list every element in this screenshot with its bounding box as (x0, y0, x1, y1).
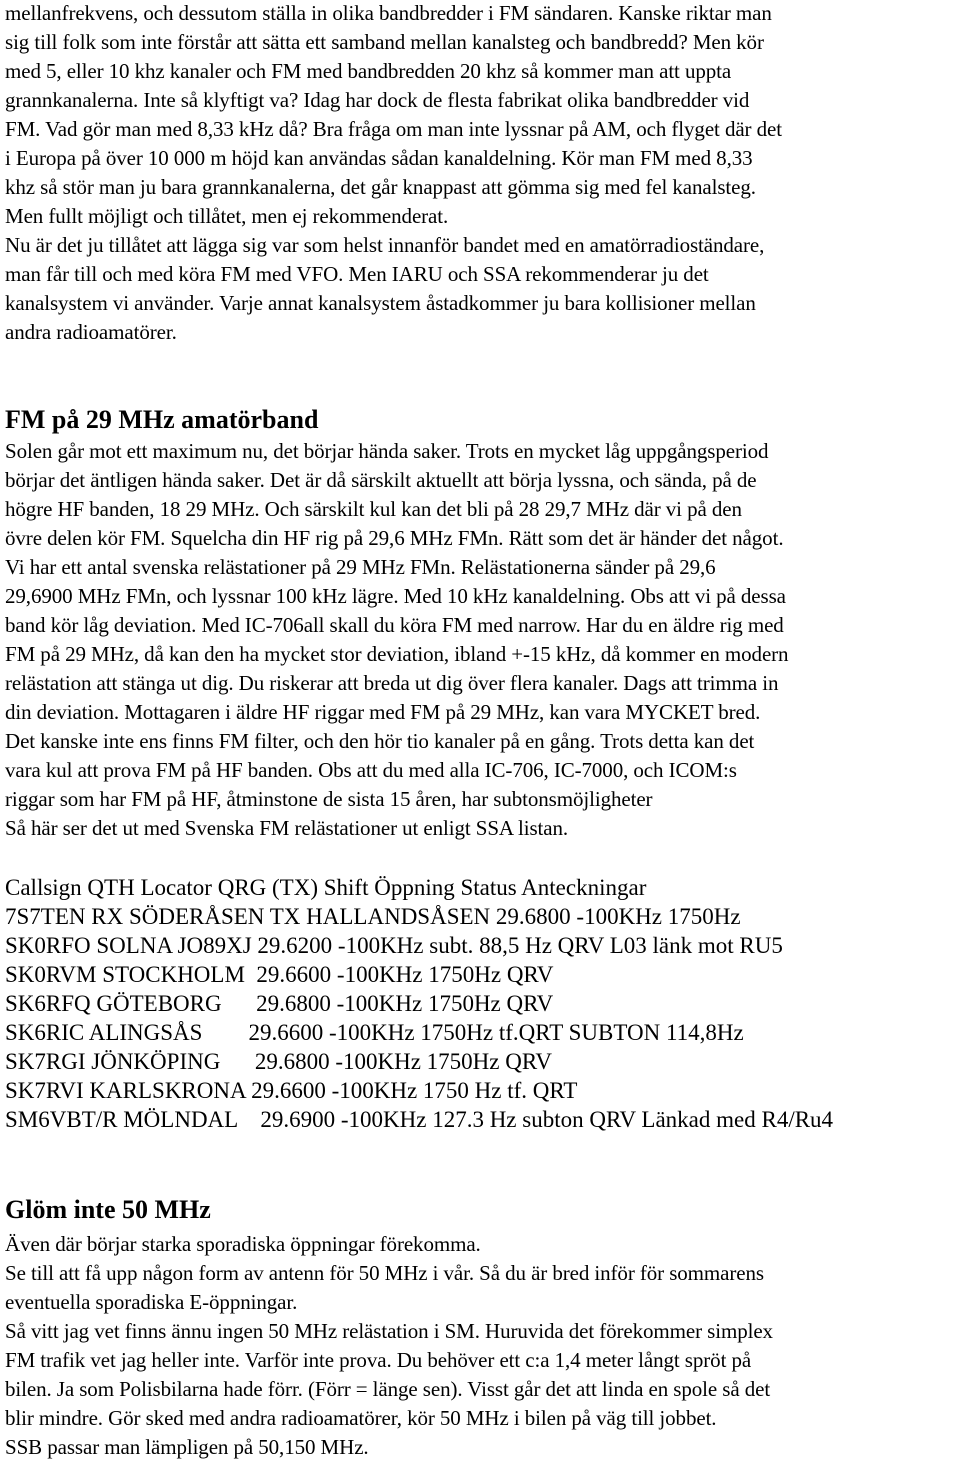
paragraph-line: bilen. Ja som Polisbilarna hade förr. (Förr = länge sen). Visst går det att linda en spole så det (5, 1377, 771, 1401)
paragraph-line: band kör låg deviation. Med IC-706all skall du köra FM med narrow. Har du en äldre rig med (5, 613, 784, 637)
paragraph-line: högre HF banden, 18 29 MHz. Och särskilt kul kan det bli på 28 29,7 MHz där vi på den (5, 497, 742, 521)
paragraph-line: börjar det äntligen hända saker. Det är då särskilt aktuellt att börja lyssna, och sända, på de (5, 468, 757, 492)
paragraph-line: vara kul att prova FM på HF banden. Obs att du med alla IC-706, IC-7000, och ICOM:s (5, 758, 737, 782)
paragraph-line: sig till folk som inte förstår att sätta ett samband mellan kanalsteg och bandbredd? Men kör (5, 30, 764, 54)
paragraph-line: i Europa på över 10 000 m höjd kan användas sådan kanaldelning. Kör man FM med 8,33 (5, 146, 753, 170)
paragraph-line: relästation att stänga ut dig. Du riskerar att breda ut dig över flera kanaler. Dags att trimma in (5, 671, 779, 695)
section-heading-50mhz: Glöm inte 50 MHz (5, 1195, 211, 1224)
repeater-row: SK6RFQ GÖTEBORG 29.6800 -100KHz 1750Hz QRV (5, 991, 554, 1016)
paragraph-line: Även där börjar starka sporadiska öppningar förekomma. (5, 1232, 481, 1256)
paragraph-line: khz så stör man ju bara grannkanalerna, det går knappast att gömma sig med fel kanalsteg. (5, 175, 756, 199)
repeater-row: 7S7TEN RX SÖDERÅSEN TX HALLANDSÅSEN 29.6800 -100KHz 1750Hz (5, 904, 741, 929)
repeater-table-header: Callsign QTH Locator QRG (TX) Shift Öppning Status Anteckningar (5, 875, 647, 900)
paragraph-line: 29,6900 MHz FMn, och lyssnar 100 kHz lägre. Med 10 kHz kanaldelning. Obs att vi på dessa (5, 584, 786, 608)
paragraph-line: andra radioamatörer. (5, 320, 177, 344)
repeater-row: SM6VBT/R MÖLNDAL 29.6900 -100KHz 127.3 Hz subton QRV Länkad med R4/Ru4 (5, 1107, 834, 1132)
paragraph-line: mellanfrekvens, och dessutom ställa in olika bandbredder i FM sändaren. Kanske riktar man (5, 1, 772, 25)
paragraph-line: kanalsystem vi använder. Varje annat kanalsystem åstadkommer ju bara kollisioner mellan (5, 291, 756, 315)
paragraph-line: Det kanske inte ens finns FM filter, och den hör tio kanaler på en gång. Trots detta kan det (5, 729, 755, 753)
paragraph-line: eventuella sporadiska E-öppningar. (5, 1290, 298, 1314)
paragraph-line: FM. Vad gör man med 8,33 kHz då? Bra fråga om man inte lyssnar på AM, och flyget där det (5, 117, 782, 141)
section-heading-fm-29mhz: FM på 29 MHz amatörband (5, 405, 319, 434)
paragraph-line: SSB passar man lämpligen på 50,150 MHz. (5, 1435, 369, 1459)
repeater-row: SK0RVM STOCKHOLM 29.6600 -100KHz 1750Hz QRV (5, 962, 554, 987)
paragraph-line: Vi har ett antal svenska relästationer på 29 MHz FMn. Relästationerna sänder på 29,6 (5, 555, 716, 579)
paragraph-line: din deviation. Mottagaren i äldre HF riggar med FM på 29 MHz, kan vara MYCKET bred. (5, 700, 761, 724)
paragraph-line: grannkanalerna. Inte så klyftigt va? Idag har dock de flesta fabrikat olika bandbredder vid (5, 88, 750, 112)
paragraph-line: Så här ser det ut med Svenska FM relästationer ut enligt SSA listan. (5, 816, 569, 840)
paragraph-line: Solen går mot ett maximum nu, det börjar hända saker. Trots en mycket låg uppgångsperiod (5, 439, 769, 463)
paragraph-line: Men fullt möjligt och tillåtet, men ej rekommenderat. (5, 204, 449, 228)
paragraph-line: Så vitt jag vet finns ännu ingen 50 MHz relästation i SM. Huruvida det förekommer simplex (5, 1319, 773, 1343)
repeater-row: SK6RIC ALINGSÅS 29.6600 -100KHz 1750Hz tf.QRT SUBTON 114,8Hz (5, 1020, 744, 1045)
paragraph-line: övre delen kör FM. Squelcha din HF rig på 29,6 MHz FMn. Rätt som det är händer det något. (5, 526, 784, 550)
repeater-row: SK7RVI KARLSKRONA 29.6600 -100KHz 1750 Hz tf. QRT (5, 1078, 578, 1103)
paragraph-line: riggar som har FM på HF, åtminstone de sista 15 åren, har subtonsmöjligheter (5, 787, 653, 811)
paragraph-line: man får till och med köra FM med VFO. Men IARU och SSA rekommenderar ju det (5, 262, 709, 286)
paragraph-line: Nu är det ju tillåtet att lägga sig var som helst innanför bandet med en amatörradioständare, (5, 233, 765, 257)
paragraph-line: Se till att få upp någon form av antenn för 50 MHz i vår. Så du är bred inför för sommarens (5, 1261, 764, 1285)
paragraph-line: med 5, eller 10 khz kanaler och FM med bandbredden 20 khz så kommer man att uppta (5, 59, 732, 83)
paragraph-line: blir mindre. Gör sked med andra radioamatörer, kör 50 MHz i bilen på väg till jobbet. (5, 1406, 717, 1430)
paragraph-line: FM trafik vet jag heller inte. Varför inte prova. Du behöver ett c:a 1,4 meter långt spröt på (5, 1348, 752, 1372)
repeater-row: SK0RFO SOLNA JO89XJ 29.6200 -100KHz subt. 88,5 Hz QRV L03 länk mot RU5 (5, 933, 783, 958)
repeater-row: SK7RGI JÖNKÖPING 29.6800 -100KHz 1750Hz QRV (5, 1049, 552, 1074)
paragraph-line: FM på 29 MHz, då kan den ha mycket stor deviation, ibland +-15 kHz, då kommer en modern (5, 642, 789, 666)
